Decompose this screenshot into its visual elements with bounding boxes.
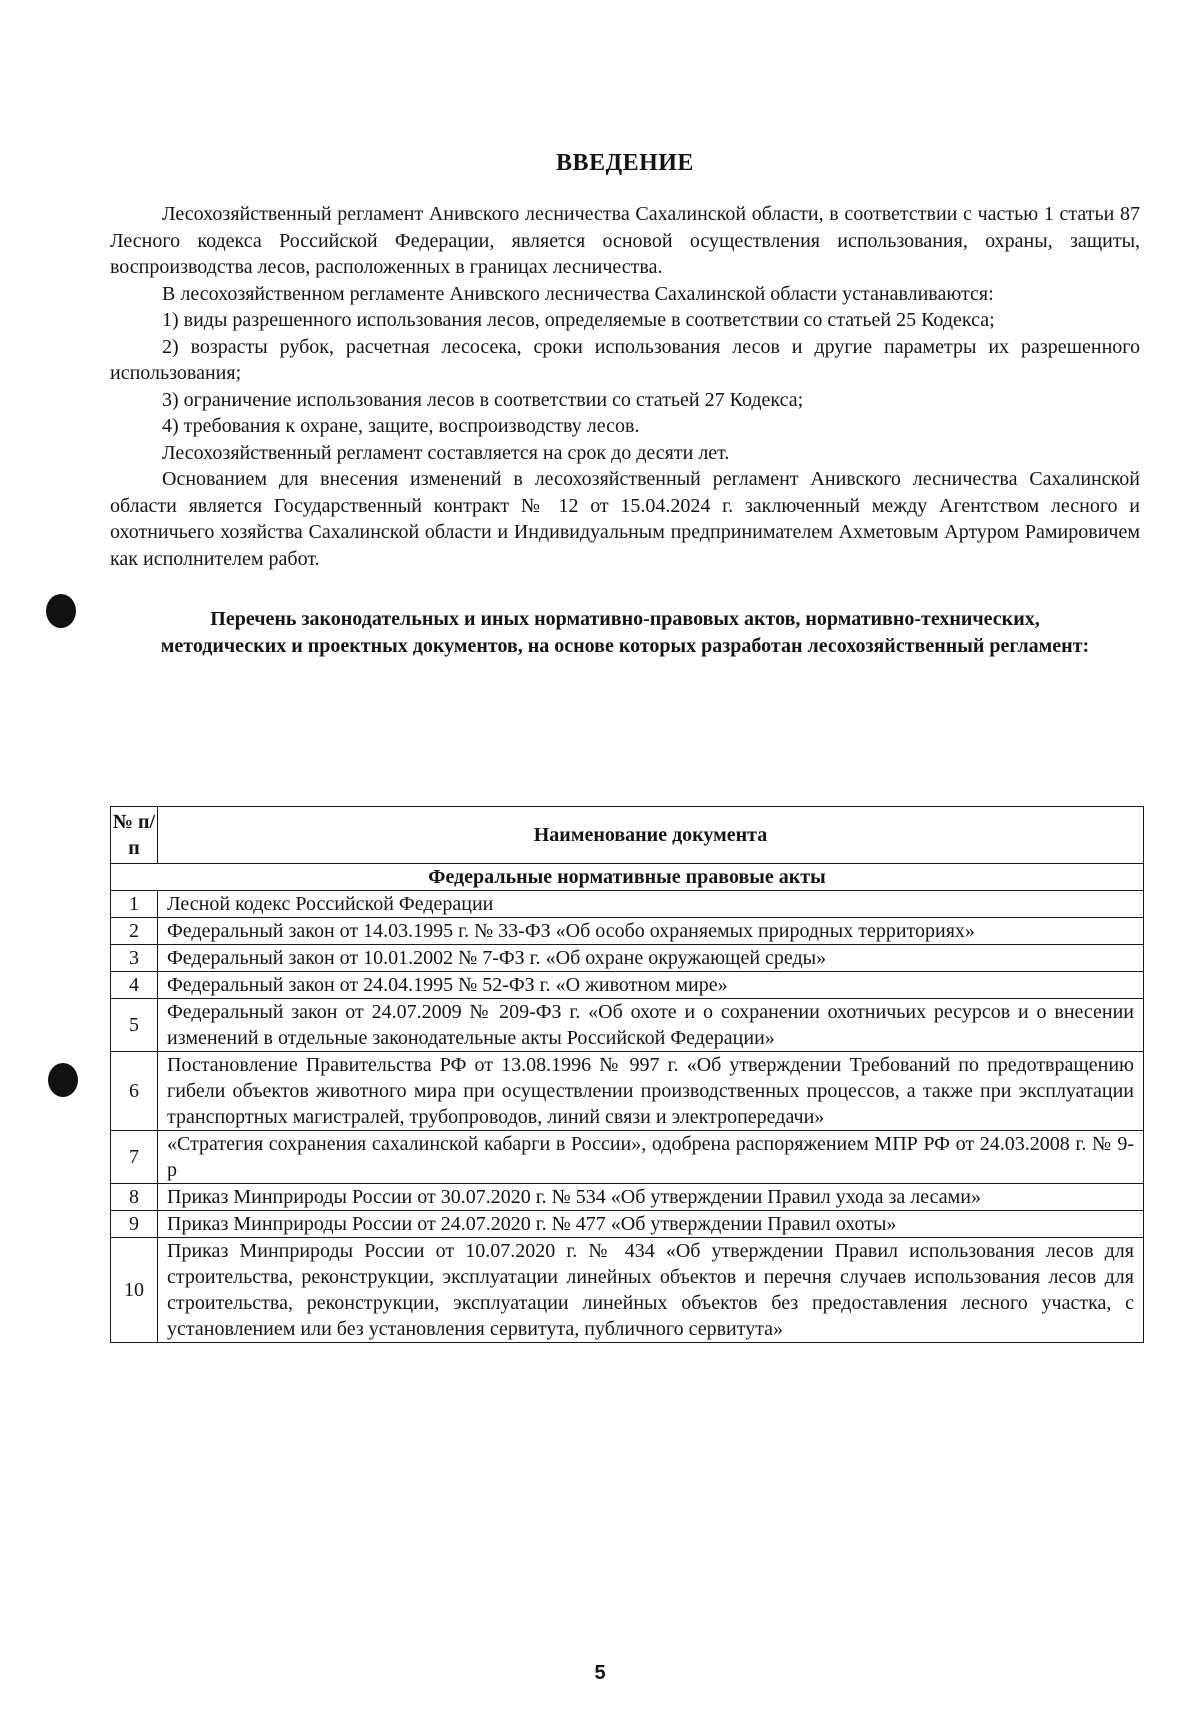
- table-row: [111, 972, 1144, 999]
- table-row: [111, 891, 1144, 918]
- column-header-number: № п/п: [111, 807, 158, 864]
- page-number: 5: [594, 1662, 606, 1684]
- table-row: [111, 1238, 1144, 1343]
- intro-paragraph-term: Лесохозяйственный регламент составляется на срок до десяти лет.: [162, 441, 730, 464]
- list-title: Перечень законодательных и иных нормативно-правовых актов, нормативно-технических, методических и проектных документов, на основе которых разработан лесохозяйственный регламент:: [160, 608, 1090, 657]
- row-number: 8: [111, 1184, 158, 1211]
- intro-paragraph-basis: Основанием для внесения изменений в лесохозяйственный регламент Анивского лесничества Сахалинской области является Государственный контракт № 12 от 15.04.2024 г. заключенный между Агентством лесного и охотничьего хозяйства Сахалинской области и Индивидуальным предпринимателем Ахметовым Артуром Рамировичем как исполнителем работ.: [110, 468, 1140, 570]
- row-number: 4: [111, 972, 158, 999]
- punch-hole-top: [46, 594, 76, 628]
- intro-list-item-1: 1) виды разрешенного использования лесов, определяемые в соответствии со статьей 25 Кодекса;: [162, 309, 995, 331]
- row-document-name: Приказ Минприроды России от 24.07.2020 г. № 477 «Об утверждении Правил охоты»: [158, 1211, 1144, 1238]
- section-title: Федеральные нормативные правовые акты: [111, 864, 1144, 891]
- row-number: 9: [111, 1211, 158, 1238]
- row-document-name: Приказ Минприроды России от 10.07.2020 г. № 434 «Об утверждении Правил использования лесов для строительства, реконструкции, эксплуатации линейных объектов и перечня случаев использования лесов для строительства, реконструкции, эксплуатации линейных объектов без предоставления лесного участка, с установлением или без установления сервитута, публичного сервитута»: [158, 1238, 1144, 1343]
- row-document-name: Лесной кодекс Российской Федерации: [158, 891, 1144, 918]
- table-row: [111, 1131, 1144, 1184]
- row-number: 6: [111, 1052, 158, 1131]
- table-row: [111, 1211, 1144, 1238]
- row-document-name: Федеральный закон от 24.07.2009 № 209-ФЗ г. «Об охоте и о сохранении охотничьих ресурсов и о внесении изменений в отдельные законодательные акты Российской Федерации»: [158, 999, 1144, 1052]
- document-body: [110, 150, 1140, 660]
- table-row: [111, 999, 1144, 1052]
- row-number: 2: [111, 918, 158, 945]
- row-number: 3: [111, 945, 158, 972]
- table-header-row: [111, 807, 1144, 864]
- table-row: [111, 918, 1144, 945]
- intro-list-item-4: 4) требования к охране, защите, воспроизводству лесов.: [162, 415, 640, 437]
- table-row: [111, 1184, 1144, 1211]
- row-number: 10: [111, 1238, 158, 1343]
- page-title: ВВЕДЕНИЕ: [556, 150, 694, 176]
- row-number: 7: [111, 1131, 158, 1184]
- table-row: [111, 1052, 1144, 1131]
- column-header-name: Наименование документа: [158, 807, 1144, 864]
- row-number: 5: [111, 999, 158, 1052]
- punch-hole-bottom: [48, 1063, 78, 1097]
- table-section-row: [111, 864, 1144, 891]
- table-row: [111, 945, 1144, 972]
- row-number: 1: [111, 891, 158, 918]
- intro-list-item-2: 2) возрасты рубок, расчетная лесосека, сроки использования лесов и другие параметры их разрешенного использования;: [110, 335, 1140, 384]
- row-document-name: Федеральный закон от 10.01.2002 № 7-ФЗ г. «Об охране окружающей среды»: [158, 945, 1144, 972]
- row-document-name: Приказ Минприроды России от 30.07.2020 г. № 534 «Об утверждении Правил ухода за лесами»: [158, 1184, 1144, 1211]
- row-document-name: Постановление Правительства РФ от 13.08.1996 № 997 г. «Об утверждении Требований по предотвращению гибели объектов животного мира при осуществлении производственных процессов, а также при эксплуатации транспортных магистралей, трубопроводов, линий связи и электропередачи»: [158, 1052, 1144, 1131]
- intro-paragraph-1: Лесохозяйственный регламент Анивского лесничества Сахалинской области, в соответствии с частью 1 статьи 87 Лесного кодекса Российской Федерации, является основой осуществления использования, охраны, защиты, воспроизводства лесов, расположенных в границах лесничества.: [110, 203, 1140, 278]
- documents-table: [110, 806, 1144, 1343]
- row-document-name: «Стратегия сохранения сахалинской кабарги в России», одобрена распоряжением МПР РФ от 24.03.2008 г. № 9-р: [158, 1131, 1144, 1184]
- intro-paragraph-2: В лесохозяйственном регламенте Анивского лесничества Сахалинской области устанавливаются:: [162, 282, 994, 305]
- row-document-name: Федеральный закон от 24.04.1995 № 52-ФЗ г. «О животном мире»: [158, 972, 1144, 999]
- row-document-name: Федеральный закон от 14.03.1995 г. № 33-ФЗ «Об особо охраняемых природных территориях»: [158, 918, 1144, 945]
- intro-list-item-3: 3) ограничение использования лесов в соответствии со статьей 27 Кодекса;: [162, 388, 804, 411]
